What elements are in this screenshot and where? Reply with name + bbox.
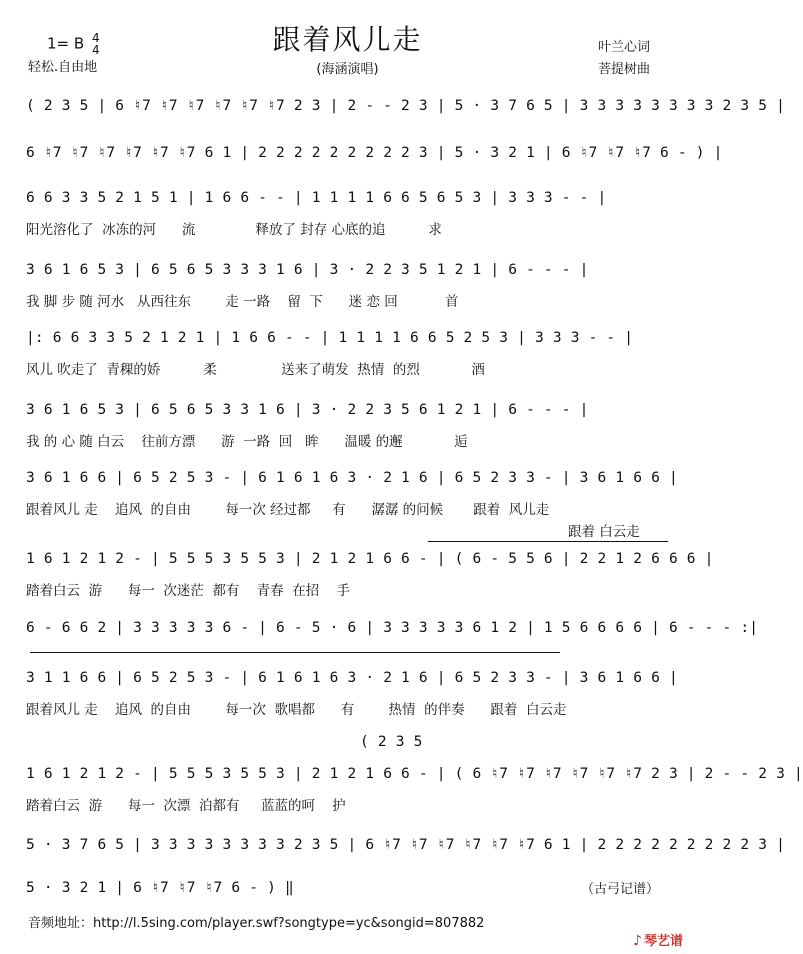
score-notes-line: 6 ♮7 ♮7 ♮7 ♮7 ♮7 ♮7 6 1 | 2 2 2 2 2 2 2 2 2 3 | 5 · 3 2 1 | 6 ♮7 ♮7 ♮7 6 - ) | — [26, 145, 723, 161]
lyricist-credit: 叶兰心词 — [597, 40, 650, 55]
singer-credit: (海涵演唱) — [316, 62, 379, 77]
score-notes-line: 5 · 3 7 6 5 | 3 3 3 3 3 3 3 3 2 3 5 | 6 ♮7 ♮7 ♮7 ♮7 ♮7 ♮7 6 1 | 2 2 2 2 2 2 2 2 2 3 | — [26, 837, 786, 853]
lyric-line: 跟着风儿 走 追风 的自由 每一次 经过都 有 潺潺 的问候 跟着 风儿走 — [26, 502, 550, 518]
score-notes-line: 3 6 1 6 5 3 | 6 5 6 5 3 3 1 6 | 3 · 2 2 3 5 6 1 2 1 | 6 - - - | — [26, 402, 589, 418]
time-top: 4 — [91, 31, 100, 45]
score-notes-line: 3 6 1 6 6 | 6 5 2 5 3 - | 6 1 6 1 6 3 · 2 1 6 | 6 5 2 3 3 - | 3 6 1 6 6 | — [26, 470, 678, 486]
score-notes-line: 3 6 1 6 5 3 | 6 5 6 5 3 3 3 1 6 | 3 · 2 2 3 5 1 2 1 | 6 - - - | — [26, 262, 589, 278]
audio-link[interactable]: 音频地址：http://l.5sing.com/player.swf?songtype=yc&songid=807882 — [28, 916, 485, 931]
volta-bracket-2 — [30, 652, 560, 653]
transcriber-credit: （古弓记谱） — [580, 882, 659, 897]
lyric-line: 我 的 心 随 白云 往前方漂 游 一路 回 眸 温暖 的邂 逅 — [26, 434, 468, 450]
score-notes-line: 1 6 1 2 1 2 - | 5 5 5 3 5 5 3 | 2 1 2 1 6 6 - | ( 6 - 5 5 6 | 2 2 1 2 6 6 6 | — [26, 551, 714, 567]
pickup-notes: ( 2 3 5 — [360, 734, 423, 750]
logo-text: 琴艺谱 — [643, 934, 683, 949]
score-notes-line: 6 6 3 3 5 2 1 5 1 | 1 6 6 - - | 1 1 1 1 6 6 5 6 5 3 | 3 3 3 - - | — [26, 190, 607, 206]
lyric-line: 阳光溶化了 冰冻的河 流 释放了 封存 心底的追 求 — [26, 222, 442, 238]
lyric-line-alt: 跟着 白云走 — [568, 524, 640, 540]
site-logo — [633, 930, 683, 949]
score-notes-line: 6 - 6 6 2 | 3 3 3 3 3 6 - | 6 - 5 · 6 | 3 3 3 3 3 6 1 2 | 1 5 6 6 6 6 | 6 - - - :| — [26, 620, 759, 636]
key-signature — [47, 32, 100, 56]
lyric-line: 踏着白云 游 每一 次漂 泊都有 蓝蓝的呵 护 — [26, 798, 346, 814]
lyric-line: 跟着风儿 走 追风 的自由 每一次 歌唱都 有 热情 的伴奏 跟着 白云走 — [26, 702, 567, 718]
score-notes-line: 5 · 3 2 1 | 6 ♮7 ♮7 ♮7 6 - ) ‖ — [26, 880, 294, 896]
lyric-line: 我 脚 步 随 河水 从西往东 走 一路 留 下 迷 恋 回 首 — [26, 294, 459, 310]
page-title: 跟着风儿走 — [272, 23, 423, 56]
score-notes-line: 1 6 1 2 1 2 - | 5 5 5 3 5 5 3 | 2 1 2 1 6 6 - | ( 6 ♮7 ♮7 ♮7 ♮7 ♮7 ♮7 2 3 | 2 - - 2 3 | — [26, 766, 803, 782]
music-logo-icon: ♪ — [633, 933, 642, 949]
lyric-line: 踏着白云 游 每一 次迷茫 都有 青春 在招 手 — [26, 583, 350, 599]
score-notes-line: |: 6 6 3 3 5 2 1 2 1 | 1 6 6 - - | 1 1 1 1 6 6 5 2 5 3 | 3 3 3 - - | — [26, 330, 634, 346]
score-notes-line: ( 2 3 5 | 6 ♮7 ♮7 ♮7 ♮7 ♮7 ♮7 2 3 | 2 - - 2 3 | 5 · 3 7 6 5 | 3 3 3 3 3 3 3 3 2 3 5 | — [26, 98, 786, 114]
score-notes-line: 3 1 1 6 6 | 6 5 2 5 3 - | 6 1 6 1 6 3 · 2 1 6 | 6 5 2 3 3 - | 3 6 1 6 6 | — [26, 670, 678, 686]
tempo-marking: 轻松.自由地 — [28, 60, 98, 75]
composer-credit: 菩提树曲 — [597, 62, 650, 77]
volta-bracket-1 — [428, 541, 668, 542]
time-bottom: 4 — [91, 43, 100, 57]
lyric-line: 风儿 吹走了 青稞的娇 柔 送来了萌发 热情 的烈 酒 — [26, 362, 485, 378]
key-label: 1= B — [47, 34, 85, 53]
time-signature — [92, 32, 100, 56]
